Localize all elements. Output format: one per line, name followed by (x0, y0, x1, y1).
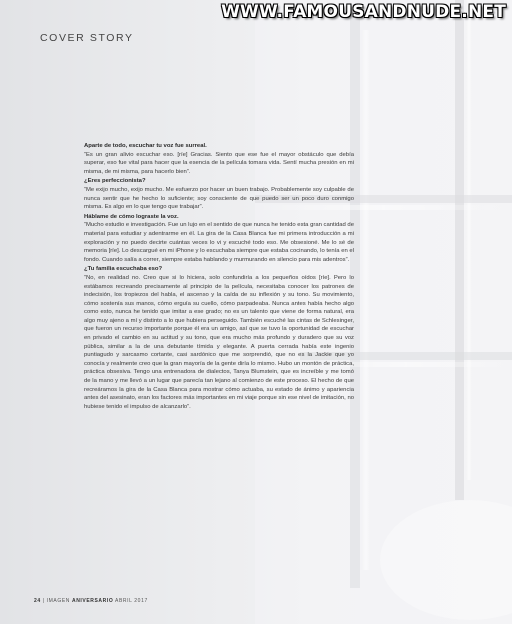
answer-paragraph: “Me exijo mucho, exijo mucho. Me esfuerzo por hacer un buen trabajo. Probablemente soy culpable de nunca sentir que he hecho lo suficiente; soy consciente de que puedo ser un poco duro conmigo misma. Es algo en lo que tengo que trabajar”. (84, 186, 354, 211)
issue-date: ABRIL 2017 (115, 598, 148, 604)
question-heading: ¿Tu familia escuchaba eso? (84, 266, 163, 273)
edition-name: ANIVERSARIO (72, 598, 114, 604)
question-heading: Aparte de todo, escuchar tu voz fue surreal. (84, 143, 207, 149)
question-heading: ¿Eres perfeccionista? (84, 178, 146, 185)
section-label: COVER STORY (40, 32, 134, 44)
page-footer (34, 598, 148, 604)
magazine-name: IMAGEN (46, 598, 70, 604)
footer-separator: | (42, 598, 45, 604)
answer-paragraph: “No, en realidad no. Creo que si lo hiciera, solo confundiría a los pequeños oídos [ríe]. Pero lo estábamos recreando precisamente al principio de la película, necesitaba conocer los patrones de indecisión, los tropiezos del habla, el ascenso y la caída de su inflexión y su tono. Su movimiento, cómo sostenía sus manos, cómo erguía su cuello, cómo parpadeaba. Nunca antes había hecho algo como esto, nunca he tenido que imitar a ese grado; no es un talento que viene de forma natural, era algo muy ajeno a mí y distinto a lo que hubiera perseguido. También escuché las cintas de Schlesinger, que fueron un recurso importante porque él era un amigo, así que se tuvo la oportunidad de escuchar en privado el cambio en su actitud y su tono, que era mucho más profundo y duradero que su voz pública, similar a la de una debutante tímida y elegante. A puerta cerrada había este ingenio puntiagudo y sarcasmo cortante, casi sardónico que me sorprendió, que no es la Jackie que yo conocía y realmente creo que la gran mayoría de la gente diría lo mismo. Hubo un montón de práctica, práctica obsesiva. Tengo una entrenadora de dialectos, Tanya Blumstein, que es increíble y me tomó de la mano y me llevó a un lugar que parecía tan lejano al comienzo de este proceso. El hecho de que recreáramos la gira de la Casa Blanca para mostrar cómo actuaba, su estado de ánimo y apariencia antes del asesinato, eran los factores más importantes en mi viaje porque sin ese nivel de imitación, no hubiese tenido el impulso de alcanzarlo”. (84, 274, 354, 410)
answer-paragraph: “Mucho estudio e investigación. Fue un lujo en el sentido de que nunca he tenido esta gran cantidad de material para estudiar y adentrarme en él. La gira de la Casa Blanca fue mi primera introducción a mi exploración y no puedo decirte cuántas veces lo vi y escuché todo eso. Me obsesioné. Me lo sé de memoria [ríe]. Lo descargué en mi iPhone y lo escuchaba siempre que estaba cocinando, lo tenía en el fondo. Cuando salía a correr, siempre estaba hablando y murmurando en silencio para mis adentros”. (84, 222, 354, 263)
question-heading: Háblame de cómo lograste la voz. (84, 213, 179, 220)
article-body (84, 142, 354, 412)
watermark: WWW.FAMOUSANDNUDE.NET (221, 2, 506, 22)
page-number: 24 (34, 598, 41, 604)
answer-paragraph: “Es un gran alivio escuchar eso. [ríe] Gracias. Siento que ese fue el mayor obstáculo que debía superar, eso fue vital para hacer que la esencia de la película tomara vida. Sentí mucha presión en mi misma, de mi misma, para hacerlo bien”. (84, 151, 354, 175)
